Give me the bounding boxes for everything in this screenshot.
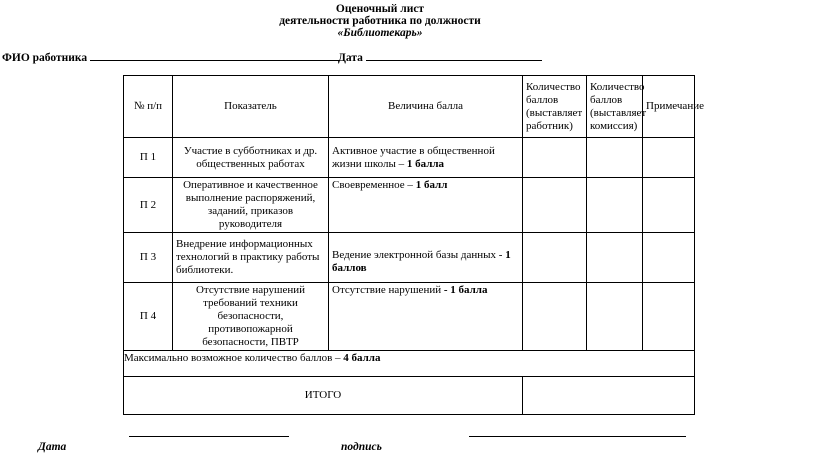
row-value-points: - 1 балла (443, 284, 488, 296)
row-num: П 4 (124, 283, 173, 351)
table-row (124, 138, 695, 178)
max-score-row (124, 351, 695, 377)
row-note-cell[interactable] (643, 178, 695, 233)
total-label: ИТОГО (124, 377, 523, 415)
max-score-points: 4 балла (343, 352, 381, 364)
doc-title-line2: деятельности работника по должности (279, 15, 481, 27)
fio-label: ФИО работника (2, 52, 88, 64)
row-num: П 3 (124, 233, 173, 283)
row-indicator: Отсутствие нарушений требований техники безопасности, противопожарной безопасности, ПВТР (173, 283, 329, 351)
row-commission-score-cell[interactable] (587, 283, 643, 351)
row-self-score-cell[interactable] (523, 283, 587, 351)
col-header-num: № п/п (124, 76, 173, 138)
row-value-text: Отсутствие нарушений (332, 284, 444, 296)
total-row (124, 377, 695, 415)
row-indicator: Внедрение информационных технологий в практику работы библиотеки. (173, 233, 329, 283)
date-input-line[interactable] (366, 51, 542, 61)
row-commission-score-cell[interactable] (587, 178, 643, 233)
signature-line[interactable] (469, 436, 686, 437)
evaluation-table (123, 75, 704, 415)
row-value (329, 283, 523, 351)
col-header-commission-score: Количество баллов (выставляет комиссия) (587, 76, 643, 138)
row-value-points: 1 балла (406, 157, 445, 170)
table-row (124, 283, 695, 351)
fio-row (2, 51, 340, 64)
row-value (329, 233, 523, 283)
row-num: П 1 (124, 138, 173, 178)
row-value (329, 138, 523, 178)
doc-title-line1: Оценочный лист (335, 3, 425, 15)
row-value-points: 1 балл (415, 179, 448, 191)
row-indicator: Оперативное и качественное выполнение распоряжений, заданий, приказов руководителя (173, 178, 329, 233)
col-header-value: Величина балла (329, 76, 523, 138)
fio-input-line[interactable] (90, 51, 340, 61)
date-label: Дата (338, 52, 363, 64)
row-self-score-cell[interactable] (523, 233, 587, 283)
table-row (124, 233, 695, 283)
row-self-score-cell[interactable] (523, 178, 587, 233)
table-row (124, 178, 695, 233)
row-indicator: Участие в субботниках и др. общественных работах (173, 138, 329, 178)
date-signature-line[interactable] (129, 436, 289, 437)
row-value-points: 1 баллов (332, 249, 511, 274)
row-value (329, 178, 523, 233)
max-score-text: Максимально возможное количество баллов – (124, 352, 344, 364)
col-header-indicator: Показатель (173, 76, 329, 138)
row-value-text: Ведение электронной базы данных - (332, 249, 506, 261)
col-header-note: Примечание (643, 76, 695, 138)
row-note-cell[interactable] (643, 283, 695, 351)
footer-date-label: Дата (38, 441, 67, 453)
row-value-text: Активное участие в общественной жизни школы – (332, 144, 495, 170)
date-row (338, 51, 542, 64)
doc-title-position: «Библиотекарь» (337, 27, 423, 39)
max-score-cell (124, 351, 695, 377)
row-num: П 2 (124, 178, 173, 233)
row-note-cell[interactable] (643, 138, 695, 178)
row-self-score-cell[interactable] (523, 138, 587, 178)
row-commission-score-cell[interactable] (587, 233, 643, 283)
footer-signature-label: подпись (341, 441, 382, 453)
row-note-cell[interactable] (643, 233, 695, 283)
row-value-text: Своевременное – (332, 179, 416, 191)
row-commission-score-cell[interactable] (587, 138, 643, 178)
col-header-self-score: Количество баллов (выставляет работник) (523, 76, 587, 138)
table-header-row (124, 76, 695, 138)
total-value-cell[interactable] (523, 377, 695, 415)
